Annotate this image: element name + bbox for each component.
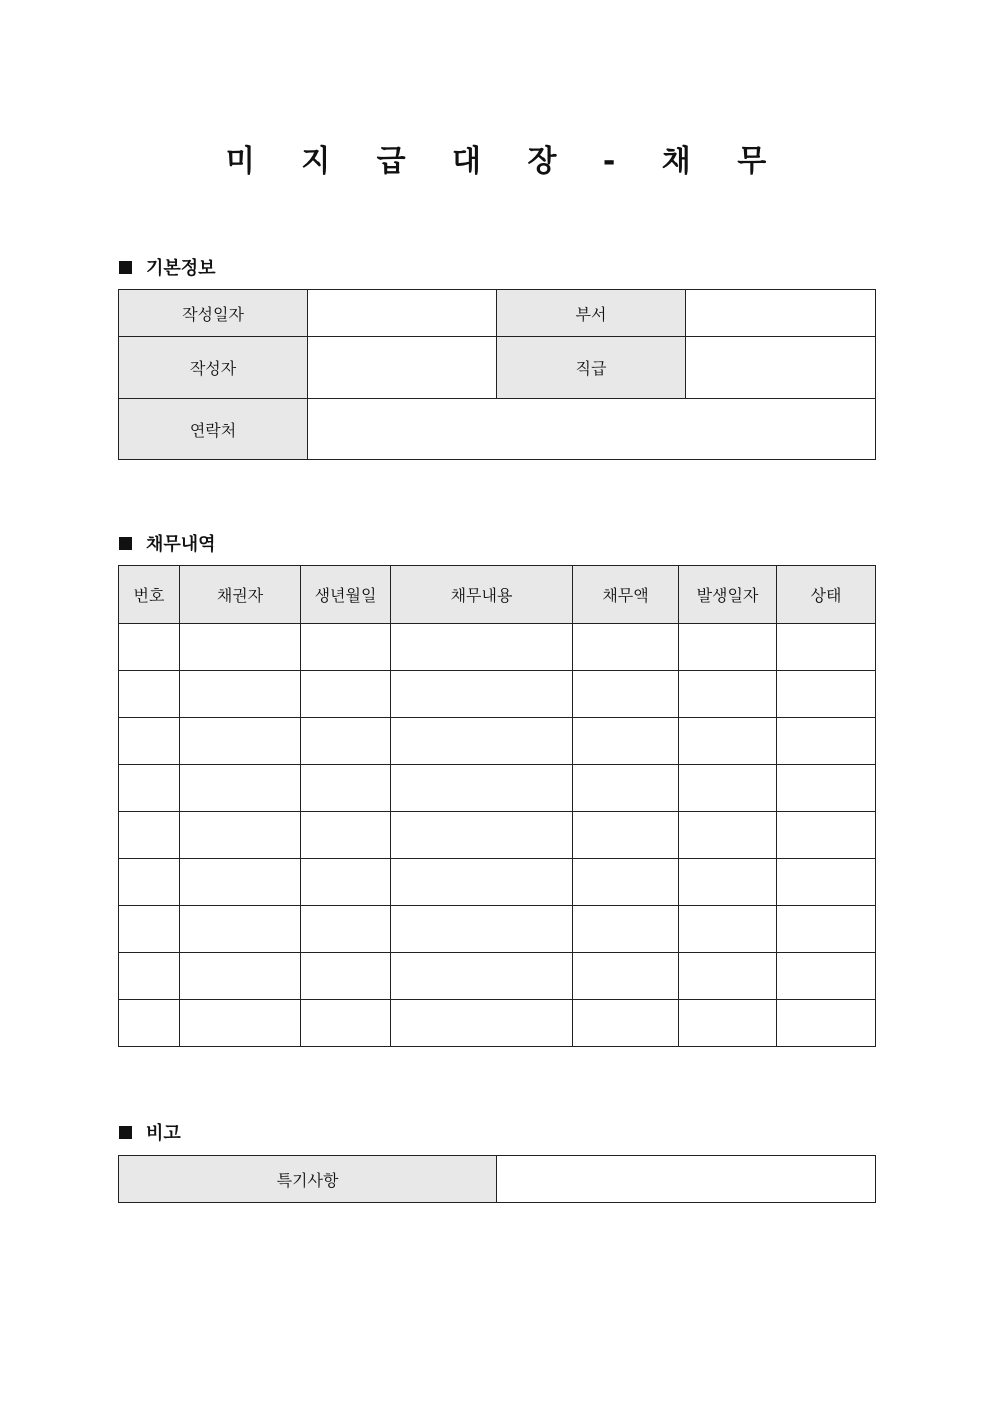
- cell-creditor[interactable]: [180, 906, 301, 953]
- column-header-birthdate: 생년월일: [301, 566, 391, 624]
- cell-creditor[interactable]: [180, 765, 301, 812]
- cell-occurrence-date[interactable]: [679, 906, 777, 953]
- cell-birthdate[interactable]: [301, 953, 391, 1000]
- table-row: [119, 859, 876, 906]
- basic-info-table: [118, 289, 876, 460]
- column-header-debt-content: 채무내용: [391, 566, 573, 624]
- cell-debt-amount[interactable]: [573, 624, 679, 671]
- cell-number[interactable]: [119, 718, 180, 765]
- special-notes-label: 특기사항: [119, 1156, 497, 1203]
- cell-debt-content[interactable]: [391, 859, 573, 906]
- cell-occurrence-date[interactable]: [679, 812, 777, 859]
- cell-status[interactable]: [777, 765, 876, 812]
- table-row: [119, 671, 876, 718]
- cell-number[interactable]: [119, 859, 180, 906]
- cell-occurrence-date[interactable]: [679, 859, 777, 906]
- contact-field[interactable]: [308, 399, 876, 460]
- debt-details-heading-label: 채무내역: [146, 534, 216, 555]
- cell-debt-amount[interactable]: [573, 859, 679, 906]
- position-label: 직급: [497, 337, 686, 399]
- contact-label: 연락처: [119, 399, 308, 460]
- cell-birthdate[interactable]: [301, 1000, 391, 1047]
- cell-number[interactable]: [119, 765, 180, 812]
- cell-creditor[interactable]: [180, 671, 301, 718]
- cell-birthdate[interactable]: [301, 812, 391, 859]
- cell-number[interactable]: [119, 953, 180, 1000]
- column-header-number: 번호: [119, 566, 180, 624]
- cell-birthdate[interactable]: [301, 624, 391, 671]
- cell-birthdate[interactable]: [301, 671, 391, 718]
- date-label: 작성일자: [119, 290, 308, 337]
- cell-debt-amount[interactable]: [573, 812, 679, 859]
- department-label: 부서: [497, 290, 686, 337]
- cell-occurrence-date[interactable]: [679, 671, 777, 718]
- cell-debt-content[interactable]: [391, 718, 573, 765]
- cell-debt-content[interactable]: [391, 906, 573, 953]
- cell-occurrence-date[interactable]: [679, 1000, 777, 1047]
- column-header-occurrence-date: 발생일자: [679, 566, 777, 624]
- remarks-heading: [119, 1119, 181, 1145]
- cell-birthdate[interactable]: [301, 718, 391, 765]
- cell-status[interactable]: [777, 859, 876, 906]
- square-bullet-icon: [119, 537, 132, 550]
- cell-creditor[interactable]: [180, 718, 301, 765]
- column-header-status: 상태: [777, 566, 876, 624]
- cell-status[interactable]: [777, 906, 876, 953]
- table-row: [119, 906, 876, 953]
- cell-debt-content[interactable]: [391, 953, 573, 1000]
- author-label: 작성자: [119, 337, 308, 399]
- special-notes-field[interactable]: [497, 1156, 876, 1203]
- cell-debt-amount[interactable]: [573, 953, 679, 1000]
- cell-creditor[interactable]: [180, 624, 301, 671]
- cell-debt-content[interactable]: [391, 812, 573, 859]
- cell-debt-content[interactable]: [391, 1000, 573, 1047]
- position-field[interactable]: [686, 337, 876, 399]
- basic-info-heading-label: 기본정보: [146, 258, 216, 279]
- cell-creditor[interactable]: [180, 859, 301, 906]
- cell-debt-amount[interactable]: [573, 718, 679, 765]
- square-bullet-icon: [119, 261, 132, 274]
- cell-occurrence-date[interactable]: [679, 718, 777, 765]
- cell-debt-amount[interactable]: [573, 906, 679, 953]
- cell-occurrence-date[interactable]: [679, 765, 777, 812]
- cell-debt-content[interactable]: [391, 671, 573, 718]
- remarks-heading-label: 비고: [146, 1123, 181, 1144]
- cell-birthdate[interactable]: [301, 859, 391, 906]
- cell-debt-amount[interactable]: [573, 765, 679, 812]
- table-row: [119, 624, 876, 671]
- cell-occurrence-date[interactable]: [679, 624, 777, 671]
- cell-debt-amount[interactable]: [573, 671, 679, 718]
- cell-number[interactable]: [119, 812, 180, 859]
- table-row: [119, 765, 876, 812]
- table-row: [119, 953, 876, 1000]
- cell-status[interactable]: [777, 1000, 876, 1047]
- cell-creditor[interactable]: [180, 1000, 301, 1047]
- debt-details-table: [118, 565, 876, 1047]
- cell-creditor[interactable]: [180, 953, 301, 1000]
- cell-debt-content[interactable]: [391, 624, 573, 671]
- square-bullet-icon: [119, 1126, 132, 1139]
- cell-status[interactable]: [777, 671, 876, 718]
- cell-debt-amount[interactable]: [573, 1000, 679, 1047]
- date-field[interactable]: [308, 290, 497, 337]
- column-header-creditor: 채권자: [180, 566, 301, 624]
- table-row: [119, 812, 876, 859]
- column-header-debt-amount: 채무액: [573, 566, 679, 624]
- author-field[interactable]: [308, 337, 497, 399]
- department-field[interactable]: [686, 290, 876, 337]
- document-title: 미 지 급 대 장 - 채 무: [225, 144, 785, 179]
- debt-details-heading: [119, 530, 216, 556]
- cell-number[interactable]: [119, 1000, 180, 1047]
- cell-creditor[interactable]: [180, 812, 301, 859]
- remarks-table: [118, 1155, 876, 1203]
- cell-birthdate[interactable]: [301, 765, 391, 812]
- cell-status[interactable]: [777, 718, 876, 765]
- cell-debt-content[interactable]: [391, 765, 573, 812]
- cell-number[interactable]: [119, 624, 180, 671]
- cell-number[interactable]: [119, 671, 180, 718]
- table-row: [119, 1000, 876, 1047]
- table-row: [119, 718, 876, 765]
- cell-occurrence-date[interactable]: [679, 953, 777, 1000]
- cell-status[interactable]: [777, 624, 876, 671]
- cell-status[interactable]: [777, 953, 876, 1000]
- cell-number[interactable]: [119, 906, 180, 953]
- basic-info-heading: [119, 254, 216, 280]
- cell-birthdate[interactable]: [301, 906, 391, 953]
- cell-status[interactable]: [777, 812, 876, 859]
